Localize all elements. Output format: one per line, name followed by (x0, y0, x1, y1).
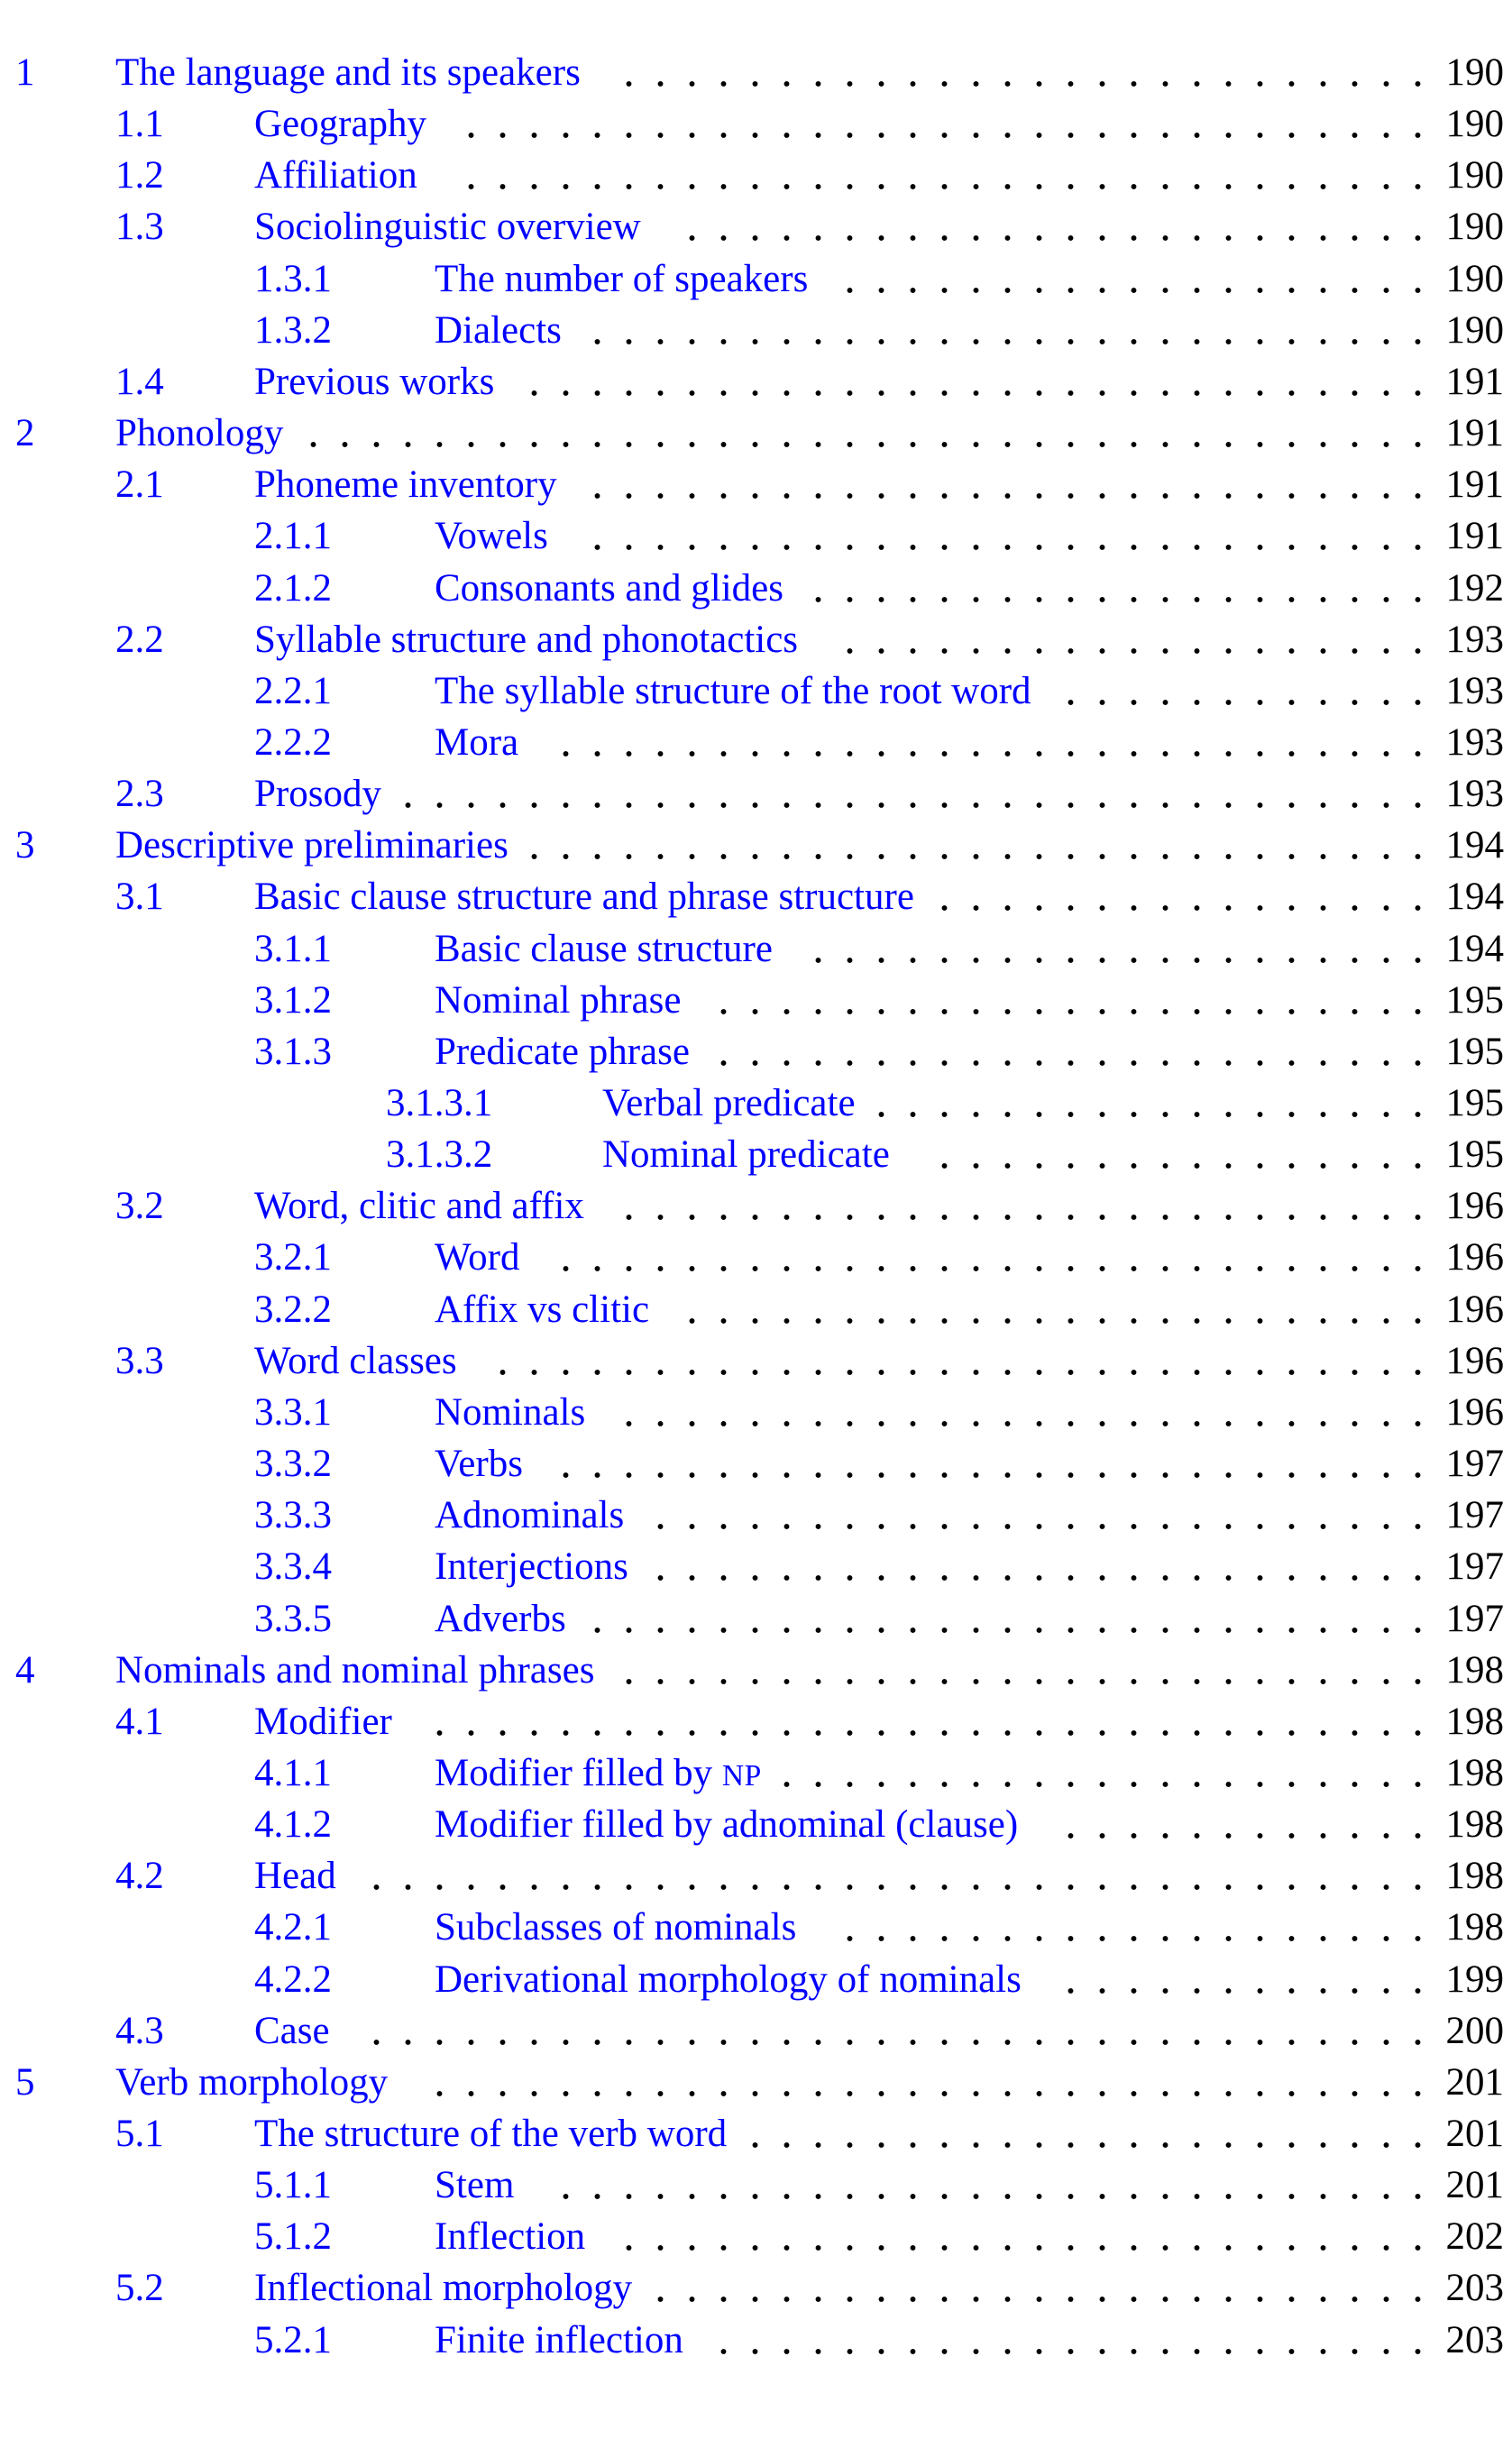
dot-leader (298, 408, 1434, 459)
toc-entry-title-link[interactable] (254, 150, 417, 201)
toc-entry-page-number[interactable]: 195 (1445, 1030, 1504, 1073)
toc-entry-number[interactable]: 3.3.5 (254, 1597, 332, 1640)
dot-leader (424, 1696, 1434, 1747)
toc-entry-page-number[interactable]: 203 (1445, 2267, 1504, 2310)
toc-entry-number[interactable]: 2.1 (115, 463, 164, 507)
toc-entry[interactable] (0, 47, 1504, 98)
toc-entry[interactable] (0, 356, 1504, 408)
toc-entry[interactable] (0, 1850, 1504, 1902)
toc-entry-title-text: Nominal phrase (435, 978, 682, 1022)
toc-entry-page-number[interactable]: 190 (1445, 206, 1504, 249)
toc-entry[interactable] (0, 150, 1504, 201)
toc-entry-title-link[interactable] (435, 1747, 762, 1802)
toc-entry-title-link[interactable] (435, 1026, 690, 1077)
toc-entry-title-text: Verbal predicate (602, 1082, 856, 1124)
toc-entry-title-link[interactable] (254, 1696, 392, 1747)
toc-entry-title-text: Vowels (435, 515, 548, 558)
toc-entry-number[interactable]: 3.3.1 (254, 1390, 332, 1434)
toc-entry-title-link[interactable] (435, 923, 773, 975)
toc-entry-number[interactable]: 4.1.2 (254, 1803, 332, 1847)
toc-entry[interactable] (0, 510, 1504, 562)
dot-leader (550, 717, 1434, 768)
toc-entry-title-text: Word classes (254, 1339, 457, 1382)
dot-leader (582, 305, 1434, 356)
toc-entry-page-number[interactable]: 197 (1445, 1545, 1504, 1589)
toc-entry-title-link[interactable] (115, 2057, 388, 2108)
toc-entry-title-link[interactable] (602, 1129, 890, 1180)
toc-entry-number[interactable]: 5.2.1 (254, 2318, 332, 2361)
toc-entry-title-link[interactable] (254, 1180, 584, 1232)
dot-leader (613, 1180, 1434, 1232)
toc-entry-title-link[interactable] (254, 98, 426, 150)
dot-leader (361, 2005, 1434, 2057)
toc-entry[interactable] (0, 1541, 1504, 1592)
toc-entry-number[interactable]: 4.2 (115, 1855, 164, 1898)
toc-entry-number[interactable]: 1.2 (115, 154, 164, 197)
toc-entry-title-link[interactable] (435, 2211, 585, 2262)
toc-entry-page-number[interactable]: 195 (1445, 1133, 1504, 1177)
toc-entry[interactable] (0, 1490, 1504, 1541)
toc-entry[interactable] (0, 2108, 1504, 2159)
toc-entry-page-number[interactable]: 201 (1445, 2164, 1504, 2207)
dot-leader (676, 201, 1434, 252)
dot-leader (582, 459, 1434, 510)
dot-leader (834, 614, 1434, 665)
dot-leader (518, 820, 1434, 871)
toc-entry-number[interactable]: 3.3.3 (254, 1494, 332, 1537)
toc-entry-title-link[interactable] (254, 768, 381, 820)
toc-entry-page-number[interactable]: 197 (1445, 1443, 1504, 1486)
toc-entry-title-link[interactable] (435, 1387, 585, 1438)
toc-entry-title-text: Affix vs clitic (435, 1288, 650, 1331)
toc-entry-page-number[interactable]: 196 (1445, 1236, 1504, 1279)
toc-entry-title-text: Syllable structure and phonotactics (254, 618, 799, 661)
toc-entry-title-text: Phonology (115, 412, 284, 455)
toc-entry[interactable] (0, 2159, 1504, 2211)
toc-entry-page-number[interactable]: 198 (1445, 1751, 1504, 1794)
toc-entry-number[interactable]: 2.2.1 (254, 669, 332, 712)
toc-entry[interactable] (0, 2315, 1504, 2366)
toc-entry[interactable] (0, 820, 1504, 871)
dot-leader (455, 150, 1434, 201)
toc-entry[interactable] (0, 1438, 1504, 1490)
toc-entry-title-link[interactable] (435, 2159, 514, 2211)
toc-entry-title-link[interactable] (435, 253, 808, 305)
toc-entry-title-text: The syllable structure of the root word (435, 669, 1031, 712)
toc-entry-page-number[interactable]: 203 (1445, 2318, 1504, 2361)
toc-entry-title-link[interactable] (254, 356, 494, 408)
toc-entry-number[interactable]: 2.3 (115, 773, 164, 816)
toc-entry-page-number[interactable]: 198 (1445, 1700, 1504, 1743)
toc-entry-number[interactable]: 3.1.3.2 (386, 1133, 493, 1177)
toc-entry-title-link[interactable] (435, 1438, 523, 1490)
toc-entry[interactable] (0, 665, 1504, 717)
toc-entry-title-link[interactable] (435, 1593, 566, 1645)
toc-entry-title-link[interactable] (435, 1541, 628, 1592)
toc-entry[interactable] (0, 768, 1504, 820)
toc-entry-number[interactable]: 4.2.1 (254, 1906, 332, 1949)
toc-entry-title-text: Predicate phrase (435, 1030, 690, 1073)
toc-entry[interactable] (0, 2262, 1504, 2314)
toc-entry-title-link[interactable] (254, 2005, 330, 2057)
toc-entry-title-text: Derivational morphology of nominals (435, 1958, 1022, 2001)
toc-entry-title-link[interactable] (435, 1232, 519, 1283)
toc-entry[interactable] (0, 201, 1504, 252)
toc-entry-title-link[interactable] (254, 614, 798, 665)
toc-entry-page-number[interactable]: 198 (1445, 1648, 1504, 1692)
toc-entry-title-link[interactable] (115, 47, 581, 98)
toc-entry-page-number[interactable]: 196 (1445, 1339, 1504, 1382)
toc-entry-title-link[interactable] (435, 510, 548, 562)
toc-entry-page-number[interactable]: 201 (1445, 2060, 1504, 2104)
toc-entry-title-text: Word, clitic and affix (254, 1185, 584, 1228)
toc-entry-title-text: Basic clause structure (435, 927, 773, 970)
toc-entry-title-text: Prosody (254, 773, 381, 816)
toc-entry-page-number[interactable]: 198 (1445, 1803, 1504, 1847)
toc-entry-number[interactable]: 3.1.2 (254, 978, 332, 1022)
dot-leader (802, 563, 1434, 614)
toc-entry-page-number[interactable]: 199 (1445, 1958, 1504, 2001)
toc-entry-page-number[interactable]: 200 (1445, 2009, 1504, 2052)
toc-entry-page-number[interactable]: 191 (1445, 412, 1504, 455)
toc-entry-title-link[interactable] (254, 1335, 457, 1387)
toc-entry-number[interactable]: 4.1 (115, 1700, 164, 1743)
dot-leader (582, 1593, 1434, 1645)
toc-entry[interactable] (0, 717, 1504, 768)
toc-entry-title-link[interactable] (435, 1902, 796, 1953)
toc-entry-page-number[interactable]: 202 (1445, 2215, 1504, 2259)
toc-entry-title-text: Mora (435, 720, 519, 764)
dot-leader (708, 1026, 1434, 1077)
toc-entry-number[interactable]: 3.2.1 (254, 1236, 332, 1279)
dot-leader (676, 1284, 1434, 1335)
toc-entry[interactable] (0, 98, 1504, 150)
dot-leader (771, 1747, 1434, 1799)
toc-entry-title-text: Verb morphology (115, 2060, 389, 2104)
toc-entry-page-number[interactable]: 196 (1445, 1185, 1504, 1228)
toc-entry[interactable] (0, 1335, 1504, 1387)
toc-entry-title-text: Consonants and glides (435, 566, 783, 610)
toc-entry-title-text: Inflectional morphology (254, 2267, 633, 2310)
toc-entry-page-number[interactable]: 191 (1445, 463, 1504, 507)
toc-entry-title-link[interactable] (602, 1077, 856, 1129)
dot-leader (392, 768, 1434, 820)
toc-entry-page-number[interactable]: 192 (1445, 566, 1504, 610)
toc-entry-title-text: Stem (435, 2164, 515, 2207)
toc-entry-title-link[interactable] (115, 820, 509, 871)
dot-leader (1055, 1799, 1434, 1850)
toc-entry-page-number[interactable]: 194 (1445, 876, 1504, 919)
toc-entry-number[interactable]: 5.1.2 (254, 2215, 332, 2259)
toc-entry[interactable] (0, 305, 1504, 356)
dot-leader (613, 47, 1434, 98)
dot-leader (487, 1335, 1434, 1387)
toc-entry-page-number[interactable]: 194 (1445, 824, 1504, 867)
toc-entry-number[interactable]: 2 (15, 412, 35, 455)
dot-leader (550, 1232, 1434, 1283)
toc-entry-number[interactable]: 3.1.1 (254, 927, 332, 970)
toc-entry-number[interactable]: 3.1.3.1 (386, 1082, 493, 1124)
toc-entry[interactable] (0, 1593, 1504, 1645)
toc-entry-title-link[interactable] (435, 665, 1031, 717)
toc-entry-title-text: Nominal predicate (602, 1133, 890, 1177)
toc-entry-title-text: Head (254, 1855, 336, 1898)
toc-entry-number[interactable]: 3.3.4 (254, 1545, 332, 1589)
toc-entry-title-link[interactable] (435, 975, 681, 1026)
dot-leader (361, 1850, 1434, 1902)
toc-entry-title-link[interactable] (435, 1799, 1018, 1850)
toc-entry-title-text: Dialects (435, 308, 562, 352)
toc-entry[interactable] (0, 1387, 1504, 1438)
toc-entry[interactable] (0, 1180, 1504, 1232)
toc-entry[interactable] (0, 975, 1504, 1026)
toc-entry-number[interactable]: 1.3 (115, 206, 164, 249)
toc-entry-number[interactable]: 1 (15, 51, 35, 94)
toc-entry-page-number[interactable]: 190 (1445, 154, 1504, 197)
dot-leader (550, 2159, 1434, 2211)
toc-entry-number[interactable]: 3.3 (115, 1339, 164, 1382)
toc-entry-number[interactable]: 3.3.2 (254, 1443, 332, 1486)
toc-entry-page-number[interactable]: 198 (1445, 1906, 1504, 1949)
toc-entry-number[interactable]: 1.3.1 (254, 257, 332, 300)
toc-entry-title-text: Geography (254, 103, 427, 146)
toc-entry-page-number[interactable]: 190 (1445, 308, 1504, 352)
dot-leader (613, 1387, 1434, 1438)
toc-entry-page-number[interactable]: 196 (1445, 1288, 1504, 1331)
toc-entry-page-number[interactable]: 195 (1445, 978, 1504, 1022)
toc-entry-title-text: Subclasses of nominals (435, 1906, 797, 1949)
toc-entry-number[interactable]: 3.2 (115, 1185, 164, 1228)
toc-entry[interactable] (0, 1902, 1504, 1953)
toc-entry-number[interactable]: 5 (15, 2060, 35, 2104)
toc-entry-number[interactable]: 4.2.2 (254, 1958, 332, 2001)
toc-entry-number[interactable]: 3 (15, 824, 35, 867)
toc-entry-page-number[interactable]: 193 (1445, 669, 1504, 712)
toc-entry-title-text: Adnominals (435, 1494, 625, 1537)
toc-entry[interactable] (0, 2005, 1504, 2057)
toc-entry-number[interactable]: 4.1.1 (254, 1751, 332, 1794)
toc-entry-title-text: Interjections (435, 1545, 628, 1589)
toc-entry-title-link[interactable] (435, 2315, 683, 2366)
toc-entry-title-link[interactable] (435, 1284, 649, 1335)
dot-leader (708, 975, 1434, 1026)
dot-leader (518, 356, 1434, 408)
toc-entry-page-number[interactable]: 190 (1445, 257, 1504, 300)
toc-entry[interactable] (0, 1696, 1504, 1747)
toc-entry-title-text: Descriptive preliminaries (115, 824, 509, 867)
dot-leader (834, 1902, 1434, 1953)
toc-entry-number[interactable]: 2.1.2 (254, 566, 332, 610)
toc-entry-number[interactable]: 3.1 (115, 876, 164, 919)
toc-entry[interactable] (0, 1284, 1504, 1335)
toc-entry-title-link[interactable] (435, 563, 783, 614)
toc-entry-number[interactable]: 3.1.3 (254, 1030, 332, 1073)
dot-leader (613, 2211, 1434, 2262)
toc-entry-title-text: Modifier filled by (435, 1751, 722, 1794)
dot-leader (613, 1645, 1434, 1696)
toc-entry-title-link[interactable] (435, 1490, 624, 1541)
toc-entry-title-text: The number of speakers (435, 257, 809, 300)
dot-leader (802, 923, 1434, 975)
toc-entry-number[interactable]: 1.1 (115, 103, 164, 146)
toc-entry-title-link[interactable] (254, 201, 641, 252)
toc-entry-title-text: Inflection (435, 2215, 586, 2259)
toc-entry-number[interactable]: 4 (15, 1648, 35, 1692)
toc-entry-title-text: Case (254, 2009, 330, 2052)
toc-entry-page-number[interactable]: 196 (1445, 1390, 1504, 1434)
toc-entry-title-link[interactable] (254, 871, 914, 922)
dot-leader (929, 871, 1434, 922)
toc-entry-title-text: The language and its speakers (115, 51, 581, 94)
dot-leader (455, 98, 1434, 150)
toc-entry-title-link[interactable] (254, 2108, 727, 2159)
toc-entry-number[interactable]: 2.2 (115, 618, 164, 661)
dot-leader (645, 2262, 1434, 2314)
toc-entry-title-text: Phoneme inventory (254, 463, 557, 507)
toc-entry-page-number[interactable]: 193 (1445, 720, 1504, 764)
toc-entry-number[interactable]: 1.3.2 (254, 308, 332, 352)
toc-entry[interactable] (0, 1129, 1504, 1180)
toc-entry-page-number[interactable]: 193 (1445, 773, 1504, 816)
toc-entry[interactable] (0, 253, 1504, 305)
toc-entry-number[interactable]: 2.2.2 (254, 720, 332, 764)
toc-entry-number[interactable]: 2.1.1 (254, 515, 332, 558)
toc-entry[interactable] (0, 1077, 1504, 1129)
toc-entry[interactable] (0, 923, 1504, 975)
toc-entry-title-link[interactable] (254, 2262, 632, 2314)
toc-entry-title-text: Verbs (435, 1443, 523, 1486)
dot-leader (424, 2057, 1434, 2108)
toc-entry-page-number[interactable]: 191 (1445, 360, 1504, 403)
toc-entry[interactable] (0, 1645, 1504, 1696)
toc-entry-title-text: Modifier filled by adnominal (clause) (435, 1803, 1019, 1847)
toc-entry-title-text: Previous works (254, 360, 495, 403)
dot-leader (739, 2108, 1434, 2159)
toc-entry-title-link[interactable] (435, 305, 562, 356)
dot-leader (645, 1541, 1434, 1592)
toc-entry-number[interactable]: 5.2 (115, 2267, 164, 2310)
toc-entry[interactable] (0, 459, 1504, 510)
toc-entry-number[interactable]: 3.2.2 (254, 1288, 332, 1331)
toc-entry-title-text: Basic clause structure and phrase structure (254, 876, 914, 919)
dot-leader (929, 1129, 1434, 1180)
toc-entry[interactable] (0, 2211, 1504, 2262)
toc-entry-title-text: Word (435, 1236, 520, 1279)
dot-leader (866, 1077, 1434, 1129)
toc-entry-page-number[interactable]: 193 (1445, 618, 1504, 661)
toc-entry-number[interactable]: 1.4 (115, 360, 164, 403)
toc-entry[interactable] (0, 614, 1504, 665)
toc-entry-title-text: Modifier (254, 1700, 392, 1743)
toc-entry[interactable] (0, 2057, 1504, 2108)
toc-entry-title-link[interactable] (435, 717, 518, 768)
toc-entry-title-text: Adverbs (435, 1597, 566, 1640)
toc-entry-number[interactable]: 5.1 (115, 2113, 164, 2155)
dot-leader (834, 253, 1434, 305)
toc-entry-title-text: Affiliation (254, 154, 417, 197)
dot-leader (645, 1490, 1434, 1541)
toc-entry-page-number[interactable]: 198 (1445, 1855, 1504, 1898)
toc-entry-title-text: Finite inflection (435, 2318, 683, 2361)
toc-entry-title-smallcaps: NP (721, 1758, 762, 1793)
toc-entry[interactable] (0, 1232, 1504, 1283)
toc-entry-page-number[interactable]: 201 (1445, 2113, 1504, 2155)
dot-leader (582, 510, 1434, 562)
toc-entry-title-link[interactable] (254, 1850, 336, 1902)
toc-entry-page-number[interactable]: 190 (1445, 51, 1504, 94)
toc-entry-page-number[interactable]: 190 (1445, 103, 1504, 146)
toc-entry-page-number[interactable]: 194 (1445, 927, 1504, 970)
toc-entry[interactable] (0, 563, 1504, 614)
toc-entry-page-number[interactable]: 195 (1445, 1082, 1504, 1124)
toc-entry-title-link[interactable] (435, 1954, 1022, 2005)
toc-entry[interactable] (0, 1954, 1504, 2005)
toc-entry[interactable] (0, 1799, 1504, 1850)
toc-entry[interactable] (0, 1747, 1504, 1799)
toc-entry-title-text: Nominals (435, 1390, 586, 1434)
dot-leader (708, 2315, 1434, 2366)
toc-entry[interactable] (0, 1026, 1504, 1077)
toc-entry-page-number[interactable]: 197 (1445, 1494, 1504, 1537)
toc-entry-title-text: The structure of the verb word (254, 2113, 728, 2155)
toc-entry[interactable] (0, 871, 1504, 922)
toc-entry-title-text: Nominals and nominal phrases (115, 1648, 595, 1692)
dot-leader (1055, 1954, 1434, 2005)
toc-entry-title-link[interactable] (115, 1645, 594, 1696)
toc-entry[interactable] (0, 408, 1504, 459)
toc-entry-number[interactable]: 4.3 (115, 2009, 164, 2052)
dot-leader (1055, 665, 1434, 717)
toc-entry-number[interactable]: 5.1.1 (254, 2164, 332, 2207)
toc-entry-title-text: Sociolinguistic overview (254, 206, 641, 249)
dot-leader (550, 1438, 1434, 1490)
toc-entry-title-link[interactable] (254, 459, 557, 510)
toc-entry-title-link[interactable] (115, 408, 283, 459)
toc-entry-page-number[interactable]: 191 (1445, 515, 1504, 558)
toc-entry-page-number[interactable]: 197 (1445, 1597, 1504, 1640)
